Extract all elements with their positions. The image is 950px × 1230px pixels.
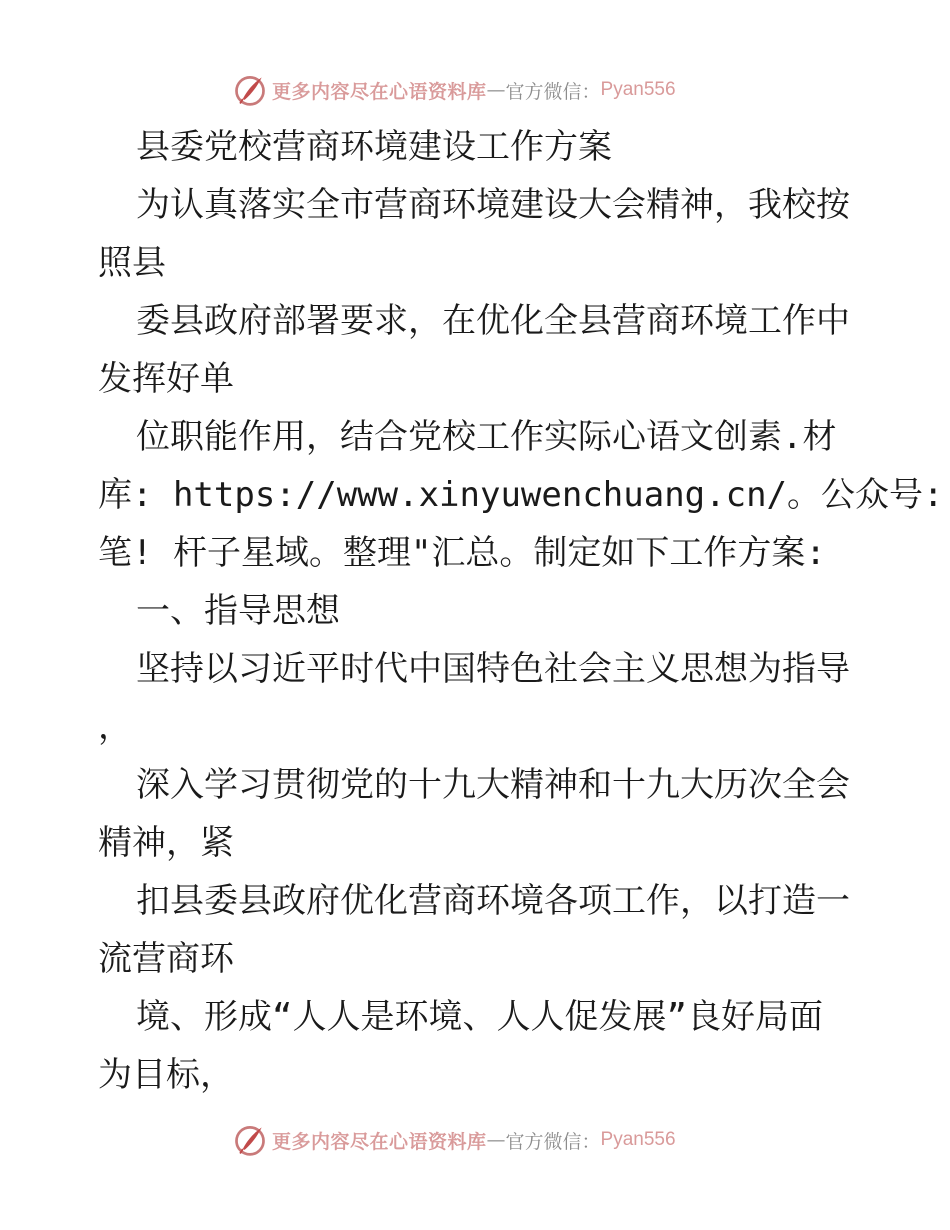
text-line: 流营商环 bbox=[98, 939, 234, 979]
document-body bbox=[98, 118, 944, 1104]
text-line: 为认真落实全市营商环境建设大会精神，我校按 bbox=[136, 185, 850, 225]
header-banner bbox=[232, 70, 676, 110]
text-line: 一、指导思想 bbox=[136, 591, 340, 631]
text-line: 深入学习贯彻党的十九大精神和十九大历次全会 bbox=[136, 765, 850, 805]
banner-title: 更多内容尽在心语资料库 bbox=[272, 1130, 487, 1153]
footer-banner bbox=[232, 1120, 676, 1160]
banner-separator: — bbox=[486, 79, 506, 101]
text-line: 位职能作用，结合党校工作实际心语文创素.材 bbox=[136, 417, 837, 457]
text-line: 笔! 杆子星域。整理"汇总。制定如下工作方案: bbox=[98, 533, 826, 573]
banner-wechat-label: 官方微信： bbox=[505, 1130, 601, 1153]
text-line: 坚持以习近平时代中国特色社会主义思想为指导 bbox=[136, 649, 850, 689]
text-line: 境、形成“人人是环境、人人促发展”良好局面 bbox=[136, 997, 823, 1037]
text-line: 为目标， bbox=[98, 1055, 234, 1095]
banner-separator: — bbox=[486, 1129, 506, 1151]
text-line: 库: https://www.xinyuwenchuang.cn/。公众号: bbox=[98, 475, 944, 515]
banner-wechat-id: Pyan556 bbox=[600, 79, 676, 100]
text-line: ， bbox=[98, 707, 132, 747]
text-line: 精神，紧 bbox=[98, 823, 234, 863]
text-line: 委县政府部署要求，在优化全县营商环境工作中 bbox=[136, 301, 850, 341]
banner-wechat-label: 官方微信： bbox=[505, 80, 601, 103]
banner-wechat-id: Pyan556 bbox=[600, 1129, 676, 1150]
text-line: 照县 bbox=[98, 243, 166, 283]
text-line: 扣县委县政府优化营商环境各项工作，以打造一 bbox=[136, 881, 850, 921]
quill-logo-icon bbox=[232, 1122, 268, 1158]
text-line: 发挥好单 bbox=[98, 359, 234, 399]
banner-title: 更多内容尽在心语资料库 bbox=[272, 80, 487, 103]
quill-logo-icon bbox=[232, 72, 268, 108]
text-line: 县委党校营商环境建设工作方案 bbox=[136, 127, 612, 167]
